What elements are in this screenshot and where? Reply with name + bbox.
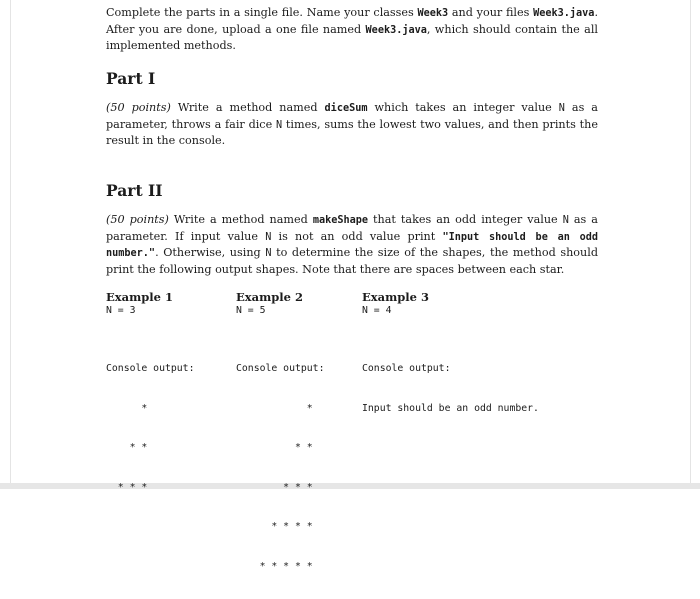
left-margin-frame: [0, 0, 11, 489]
output-line: * *: [106, 442, 148, 453]
body-text: Write a method named: [168, 213, 313, 226]
variable-code: N: [562, 215, 569, 226]
intro-text: . After you are done, upload a one file named: [106, 6, 598, 36]
variable-code: N: [265, 231, 272, 243]
variable-code: N: [558, 103, 565, 114]
variable-code: N: [276, 119, 283, 131]
file-name-code: Week3.java: [533, 8, 595, 19]
output-line: * * *: [106, 481, 148, 493]
intro-paragraph: [106, 5, 598, 54]
body-text: to determine the size of the shapes, the method should print the following output shapes. Note that there are spaces between each star.: [106, 246, 598, 276]
output-line: * * * *: [236, 521, 313, 532]
example-input: N = 4: [362, 305, 392, 316]
output-line: *: [236, 402, 313, 414]
example-output: [236, 336, 324, 599]
variable-code: N: [265, 248, 272, 259]
body-text: times, sums the lowest two values, and then prints the result in the console.: [106, 117, 598, 147]
error-message-code: "Input should be an odd number.": [106, 231, 599, 259]
points-label: (50 points): [106, 101, 171, 114]
method-name-code: makeShape: [312, 215, 369, 226]
example-title: Example 2: [236, 290, 303, 304]
part-1-paragraph: [106, 100, 598, 149]
part-1-heading: Part I: [106, 69, 156, 88]
example-output: [106, 336, 194, 520]
points-label: (50 points): [106, 213, 169, 226]
body-text: as a parameter, throws a fair dice: [106, 101, 598, 131]
right-margin-frame: [690, 0, 700, 489]
output-line: *: [106, 402, 148, 414]
example-input: N = 3: [106, 305, 136, 316]
body-text: Write a method named: [170, 101, 325, 114]
class-name-code: Week3: [417, 8, 449, 19]
body-text: which takes an integer value: [367, 101, 559, 114]
intro-text: Complete the parts in a single file. Name your classes: [106, 6, 418, 19]
method-name-code: diceSum: [324, 103, 368, 114]
output-line: * * *: [236, 481, 313, 493]
output-line: * *: [236, 442, 313, 453]
example-1: [106, 290, 256, 493]
example-title: Example 1: [106, 290, 173, 304]
part-2-heading: Part II: [106, 181, 163, 200]
intro-text: , which should contain the all implemented methods.: [106, 22, 598, 52]
example-3: [362, 290, 598, 414]
bottom-edge-frame: [0, 483, 700, 489]
example-title: Example 3: [362, 290, 429, 304]
body-text: is not an odd value print: [271, 229, 443, 243]
output-line: * * * * *: [236, 560, 313, 572]
part-2-paragraph: [106, 212, 598, 277]
file-name-code: Week3.java: [365, 24, 427, 36]
body-text: that takes an odd integer value: [368, 213, 563, 226]
intro-text: and your files: [448, 6, 534, 19]
example-input: N = 5: [236, 305, 266, 316]
body-text: . Otherwise, using: [155, 246, 266, 259]
output-label: Console output:: [106, 363, 195, 374]
output-line: Input should be an odd number.: [362, 402, 539, 414]
output-label: Console output:: [236, 363, 325, 374]
example-output: [362, 336, 539, 441]
output-label: Console output:: [362, 363, 451, 374]
body-text: as a parameter. If input value: [106, 213, 598, 243]
